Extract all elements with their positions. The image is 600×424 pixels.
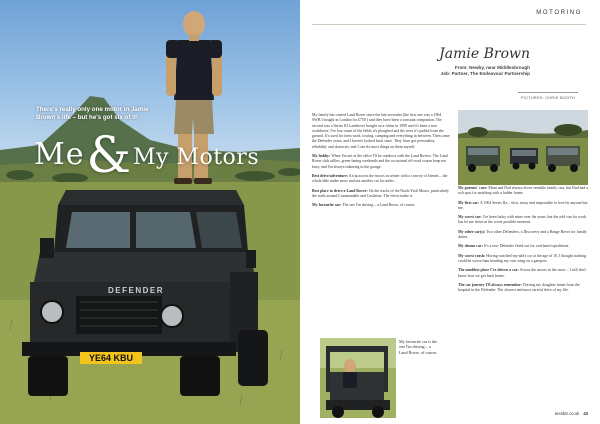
col1-paragraph: Best place to drive a Land Rover: On the tracks of the North York Moors, particularly the trails around Commondale and Castleton. The views make it. — [312, 188, 449, 198]
feature-title — [34, 118, 260, 184]
col2-paragraph: My first car: A 1964 Series IIa – slow, noisy and impossible to love by anyone but me. — [458, 200, 588, 210]
col2-paragraph: The maddest place I've driven a car: Across the moors in the snow – I still don't know how we got back home. — [458, 268, 587, 278]
col1-paragraph: Best drive/adventure: A trip across the moors in winter with a convoy of friends – the whole dale under snow and not another car for miles. — [312, 173, 448, 184]
col2-paragraph: My dream car: It's a new Defender fitted out for overland expeditions. — [458, 244, 570, 249]
col2-paragraph: My worst crash: Having watched my dad's car at the age of 10, I thought nothing could be worse than bending my own wing on a gatepost. — [458, 253, 586, 263]
profile-name: Jamie Brown — [439, 46, 530, 62]
profile-from: From: Newby, near Middlesbrough — [454, 65, 530, 70]
driver-photo — [320, 338, 396, 418]
profile-job: Job: Partner, The Endeavour Partnership — [440, 71, 530, 76]
fleet-photo — [458, 110, 588, 185]
col1-paragraph: My favourite car: The one I'm driving – a Land Rover, of course. — [312, 203, 416, 208]
section-label: MOTORING — [536, 10, 582, 16]
number-plate: YE64 KBU — [80, 352, 142, 364]
page-footer — [555, 411, 588, 416]
col2-paragraph: My worst car: I've been lucky with mine over the years, but the odd van for work has let me down at the worst possible moment. — [458, 215, 587, 225]
standfirst: There's really only one motor in Jamie Brown's life – but he's got six of it! — [36, 106, 149, 121]
col1-paragraph: My family has owned Land Rover since the late seventies (the first one was a 1964 SWB I bought in London for £750 ) and they have been a constant companion. The second was a Series III Landrover bought on a whim in 1998 and it's been a true workhorse. I've lost count of the fields it's ploughed and the trees it's pulled from the ground. It's used for farm work, towing, camping and everything in between. Then came the Defender years, and I haven't looked back since. They have got personality, reliability and character, and I can fix most things on them myself. — [312, 113, 450, 149]
article-page — [300, 0, 600, 424]
defender-badge: DEFENDER — [108, 286, 165, 295]
title-me: Me — [34, 137, 85, 172]
title-my-motors: My Motors — [133, 145, 260, 170]
col2-paragraph: My other car(s): Two other Defenders, a Discovery and a Range Rover for family duties. — [458, 229, 587, 240]
profile-header — [400, 46, 530, 77]
article-column-2 — [458, 186, 588, 297]
section-divider — [312, 24, 586, 25]
driver-photo-caption: My favourite car is the one I'm driving – a Land Rover, of course. — [399, 339, 438, 355]
col2-paragraph: The car journey I'll always remember: Driving my daughter home from the hospital in the Defender. The slowest and most careful drive of my life. — [458, 282, 580, 293]
col2-paragraph: My parents' cars: Mum and Dad always drove sensible family cars, but Dad had a soft spot for anything with a ladder frame. — [458, 186, 588, 196]
footer-site: teesbiz.co.uk — [554, 411, 580, 416]
title-ampersand: & — [86, 126, 131, 184]
article-column-1 — [312, 113, 450, 212]
picture-credit: PICTURES: CHRIS BOOTH — [521, 96, 575, 100]
profile-divider — [518, 92, 578, 93]
page-number: 43 — [583, 411, 588, 416]
col1-paragraph: My hobby: When I'm not at the office I'll be outdoors with the Land Rovers. The Land Rover club rallies, green-laning weekends and the occasional off-road course keep me busy, and I'm always tinkering in the garage. — [312, 154, 448, 169]
